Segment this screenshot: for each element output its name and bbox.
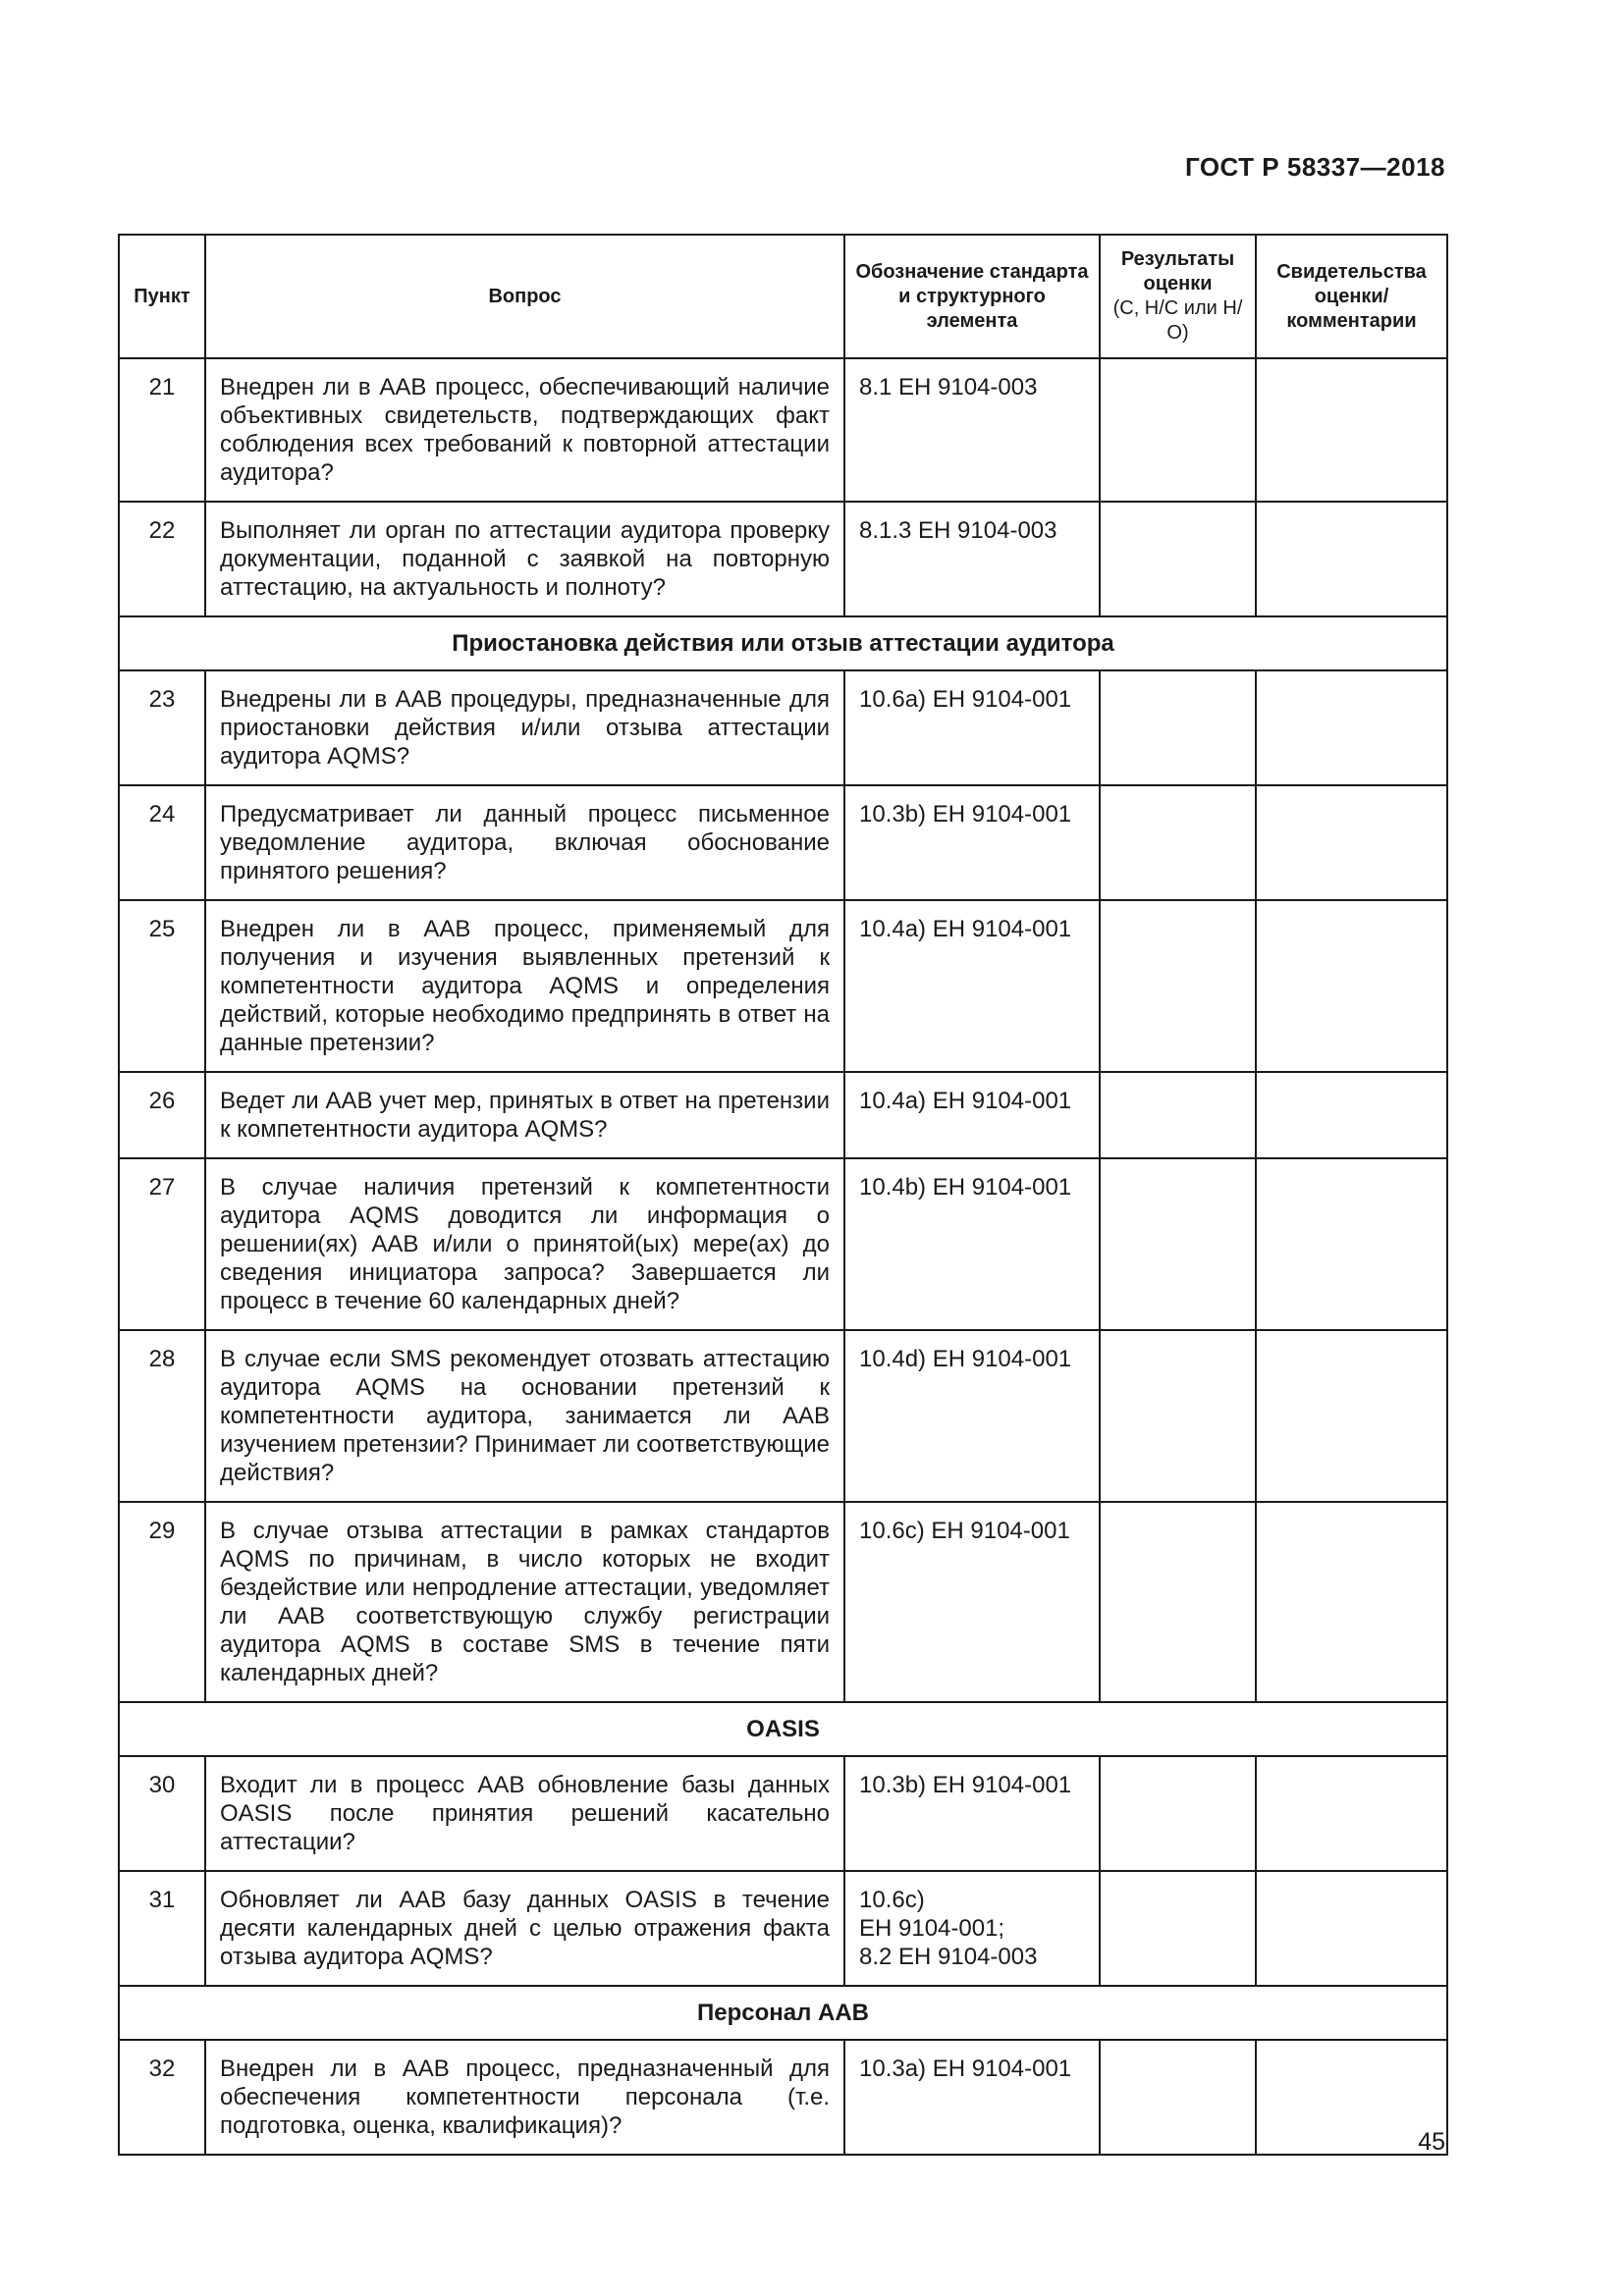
section-title: Персонал ААВ [119, 1986, 1447, 2040]
section-row [119, 1986, 1447, 2040]
table-row [119, 1330, 1447, 1502]
row-evidence-cell[interactable] [1256, 358, 1447, 502]
row-standard [844, 1871, 1100, 1986]
row-question: Ведет ли ААВ учет мер, принятых в ответ на претензии к компетентности аудитора AQMS? [205, 1072, 844, 1158]
row-results-cell[interactable] [1100, 785, 1256, 900]
row-question: В случае если SMS рекомендует отозвать аттестацию аудитора AQMS на основании претензий к компетентности аудитора, занимается ли ААВ изучением претензии? Принимает ли соответствующие действия? [205, 1330, 844, 1502]
table-row [119, 502, 1447, 616]
row-number: 27 [119, 1158, 205, 1330]
row-standard: 10.4b) ЕН 9104-001 [844, 1158, 1100, 1330]
row-evidence-cell[interactable] [1256, 1072, 1447, 1158]
row-results-cell[interactable] [1100, 502, 1256, 616]
row-standard: 10.6а) ЕН 9104-001 [844, 670, 1100, 785]
row-standard: 10.6c) ЕН 9104-001 [844, 1502, 1100, 1702]
row-evidence-cell[interactable] [1256, 670, 1447, 785]
column-header-results-sub: (С, Н/С или Н/О) [1112, 297, 1243, 344]
row-evidence-cell[interactable] [1256, 1756, 1447, 1871]
table-row [119, 1158, 1447, 1330]
table-row [119, 1871, 1447, 1986]
row-evidence-cell[interactable] [1256, 502, 1447, 616]
row-number: 28 [119, 1330, 205, 1502]
row-evidence-cell[interactable] [1256, 785, 1447, 900]
row-question: В случае отзыва аттестации в рамках стандартов AQMS по причинам, в число которых не входит бездействие или непродление аттестации, уведомляет ли ААВ соответствующую службу регистрации аудитора AQMS в составе SMS в течение пяти календарных дней? [205, 1502, 844, 1702]
column-header-question: Вопрос [205, 235, 844, 358]
row-number: 32 [119, 2040, 205, 2155]
row-question: Внедрен ли в ААВ процесс, предназначенный для обеспечения компетентности персонала (т.е. подготовка, оценка, квалификация)? [205, 2040, 844, 2155]
row-question: Предусматривает ли данный процесс письменное уведомление аудитора, включая обоснование принятого решения? [205, 785, 844, 900]
row-standard: 10.4а) ЕН 9104-001 [844, 900, 1100, 1072]
row-standard: 8.1 ЕН 9104-003 [844, 358, 1100, 502]
table-row [119, 785, 1447, 900]
row-standard: 10.3b) ЕН 9104-001 [844, 785, 1100, 900]
row-results-cell[interactable] [1100, 2040, 1256, 2155]
standard-line: 10.6c) [859, 1887, 925, 1913]
section-title: Приостановка действия или отзыв аттестации аудитора [119, 616, 1447, 670]
table-row [119, 1756, 1447, 1871]
column-header-num: Пункт [119, 235, 205, 358]
row-standard: 10.3а) ЕН 9104-001 [844, 2040, 1100, 2155]
row-question: Выполняет ли орган по аттестации аудитора проверку документации, поданной с заявкой на повторную аттестацию, на актуальность и полноту? [205, 502, 844, 616]
row-results-cell[interactable] [1100, 1502, 1256, 1702]
column-header-results [1100, 235, 1256, 358]
row-question: Внедрены ли в ААВ процедуры, предназначенные для приостановки действия и/или отзыва аттестации аудитора AQMS? [205, 670, 844, 785]
standard-line: ЕН 9104-001; [859, 1915, 1005, 1942]
row-results-cell[interactable] [1100, 1756, 1256, 1871]
row-results-cell[interactable] [1100, 900, 1256, 1072]
table-row [119, 900, 1447, 1072]
row-results-cell[interactable] [1100, 670, 1256, 785]
column-header-evidence: Свидетельства оценки/ комментарии [1256, 235, 1447, 358]
row-number: 24 [119, 785, 205, 900]
row-number: 30 [119, 1756, 205, 1871]
section-title: OASIS [119, 1702, 1447, 1756]
row-number: 21 [119, 358, 205, 502]
row-question: В случае наличия претензий к компетентности аудитора AQMS доводится ли информация о решении(ях) ААВ и/или о принятой(ых) мере(ах) до сведения инициатора запроса? Завершается ли процесс в течение 60 календарных дней? [205, 1158, 844, 1330]
section-row [119, 616, 1447, 670]
row-question: Внедрен ли в ААВ процесс, применяемый для получения и изучения выявленных претензий к компетентности аудитора AQMS и определения действий, которые необходимо предпринять в ответ на данные претензии? [205, 900, 844, 1072]
row-results-cell[interactable] [1100, 1072, 1256, 1158]
row-number: 31 [119, 1871, 205, 1986]
row-number: 23 [119, 670, 205, 785]
row-number: 26 [119, 1072, 205, 1158]
row-evidence-cell[interactable] [1256, 900, 1447, 1072]
row-standard: 10.4d) ЕН 9104-001 [844, 1330, 1100, 1502]
row-number: 29 [119, 1502, 205, 1702]
row-question: Обновляет ли ААВ базу данных OASIS в течение десяти календарных дней с целью отражения факта отзыва аудитора AQMS? [205, 1871, 844, 1986]
table-row [119, 670, 1447, 785]
row-standard: 10.4а) ЕН 9104-001 [844, 1072, 1100, 1158]
row-results-cell[interactable] [1100, 358, 1256, 502]
audit-checklist-table [118, 234, 1448, 2156]
row-number: 22 [119, 502, 205, 616]
row-results-cell[interactable] [1100, 1158, 1256, 1330]
table-row [119, 1072, 1447, 1158]
standard-line: 8.2 ЕН 9104-003 [859, 1944, 1038, 1970]
table-row [119, 2040, 1447, 2155]
section-row [119, 1702, 1447, 1756]
row-results-cell[interactable] [1100, 1330, 1256, 1502]
page-number: 45 [1418, 2128, 1445, 2156]
table-row [119, 358, 1447, 502]
row-question: Внедрен ли в ААВ процесс, обеспечивающий наличие объективных свидетельств, подтверждающих факт соблюдения всех требований к повторной аттестации аудитора? [205, 358, 844, 502]
column-header-standard: Обозначение стандарта и структурного элемента [844, 235, 1100, 358]
table-header-row [119, 235, 1447, 358]
row-standard: 10.3b) ЕН 9104-001 [844, 1756, 1100, 1871]
row-evidence-cell[interactable] [1256, 1158, 1447, 1330]
table-row [119, 1502, 1447, 1702]
row-evidence-cell[interactable] [1256, 1502, 1447, 1702]
row-question: Входит ли в процесс ААВ обновление базы данных OASIS после принятия решений касательно аттестации? [205, 1756, 844, 1871]
document-code: ГОСТ Р 58337—2018 [1184, 152, 1445, 182]
row-results-cell[interactable] [1100, 1871, 1256, 1986]
row-number: 25 [119, 900, 205, 1072]
row-evidence-cell[interactable] [1256, 1330, 1447, 1502]
column-header-results-title: Результаты оценки [1120, 248, 1235, 294]
row-standard: 8.1.3 ЕН 9104-003 [844, 502, 1100, 616]
row-evidence-cell[interactable] [1256, 1871, 1447, 1986]
